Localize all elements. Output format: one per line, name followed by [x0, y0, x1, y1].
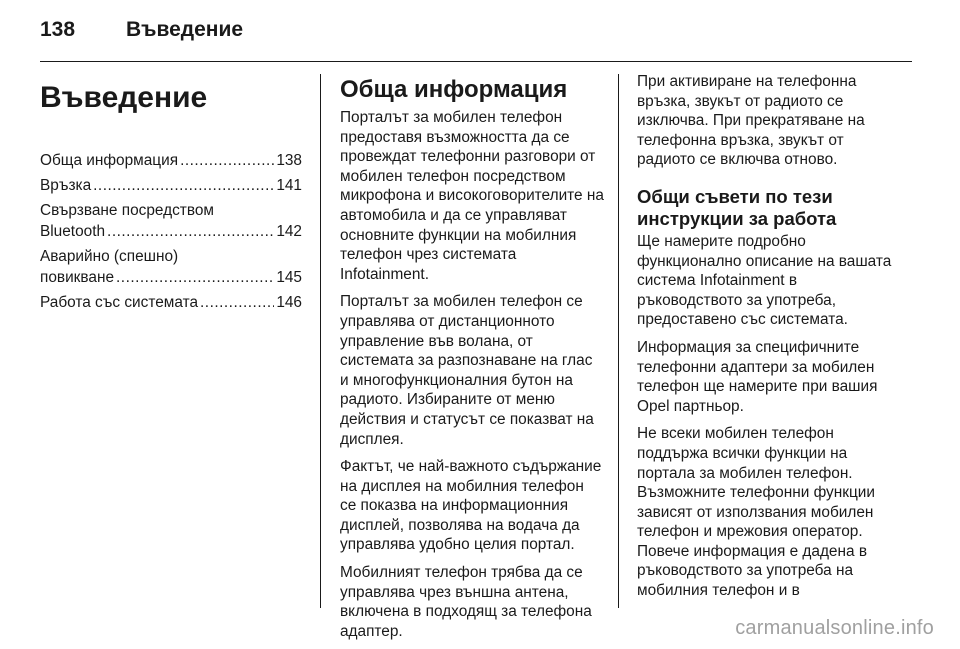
column-instructions: [637, 72, 905, 609]
toc-entry-page: 141: [276, 177, 302, 194]
column-general-info: [340, 72, 604, 649]
toc-entry-text: Връзка: [40, 177, 92, 194]
toc-entry[interactable]: [40, 200, 302, 242]
body-paragraph: Порталът за мобилен телефон предоставя възможността да се провеждат телефонни разговори от мобилен телефон посредством микрофона и високоговорителите на автомобила и да се управляват основните функции на мобилния телефон чрез системата Infotainment.: [340, 109, 604, 283]
body-paragraph: Ще намерите подробно функционално описание на вашата система Infotainment в ръководството за употреба, предоставено със системата.: [637, 232, 892, 329]
toc-leader: [180, 150, 274, 171]
toc-entry-text: Обща информация: [40, 152, 179, 169]
body-paragraph: Не всеки мобилен телефон поддържа всички функции на портала за мобилен телефон. Възможните телефонни функции зависят от използвания мобилен телефон и мрежовия оператор. Повече информация е дадена в ръководството за употреба на мобилния телефон и в: [637, 425, 875, 600]
column-divider: [618, 74, 619, 608]
toc-entry[interactable]: [40, 150, 302, 171]
header-rule: [40, 61, 912, 62]
toc-entry-text-cont: Bluetooth: [40, 223, 106, 240]
toc-entry-text-cont: повикване: [40, 269, 115, 286]
toc-entry-text: Аварийно (спешно): [40, 248, 179, 265]
toc-entry-text: Свързване посредством: [40, 202, 214, 219]
toc-entry[interactable]: [40, 292, 302, 313]
running-title: Въведение: [126, 18, 244, 41]
body-paragraph: Порталът за мобилен телефон се управлява от дистанционното управление във волана, от системата за разпознаване на глас и многофункционалния бутон на радиото. Избираните от меню действия и статусът се показват на дисплея.: [340, 293, 594, 448]
chapter-title: Въведение: [40, 81, 208, 114]
toc-entry[interactable]: [40, 246, 302, 288]
toc-entry-page: 146: [276, 294, 302, 311]
page-number: 138: [40, 18, 76, 41]
body-paragraph: Мобилният телефон трябва да се управлява чрез външна антена, включена в подходящ за телефона адаптер.: [340, 564, 592, 640]
table-of-contents: [40, 150, 302, 313]
toc-entry-page: 138: [276, 152, 302, 169]
column-divider: [320, 74, 321, 608]
body-paragraph: При активиране на телефонна връзка, звукът от радиото се изключва. При прекратяване на телефонна връзка, звукът от радиото се включва отново.: [637, 73, 865, 169]
toc-entry-page: 142: [276, 223, 302, 240]
toc-entry-page: 145: [276, 269, 302, 286]
toc-entry[interactable]: [40, 175, 302, 196]
toc-leader: [93, 175, 274, 196]
column-toc: [40, 72, 302, 317]
body-paragraph: Фактът, че най-важното съдържание на дисплея на мобилния телефон се показва на информационния дисплей, позволява на водача да управлява удобно целия портал.: [340, 458, 602, 554]
toc-leader: [116, 267, 274, 288]
page-header: [40, 18, 243, 48]
section-title: Обща информация: [340, 76, 568, 103]
body-paragraph: Информация за специфичните телефонни адаптери за мобилен телефон ще намерите при вашия Opel партньор.: [637, 338, 878, 415]
toc-entry-text: Работа със системата: [40, 294, 199, 311]
subsection-title: Общи съвети по тези инструкции за работа: [637, 185, 837, 229]
toc-leader: [107, 221, 274, 242]
toc-leader: [200, 292, 274, 313]
watermark: carmanualsonline.info: [735, 617, 934, 639]
